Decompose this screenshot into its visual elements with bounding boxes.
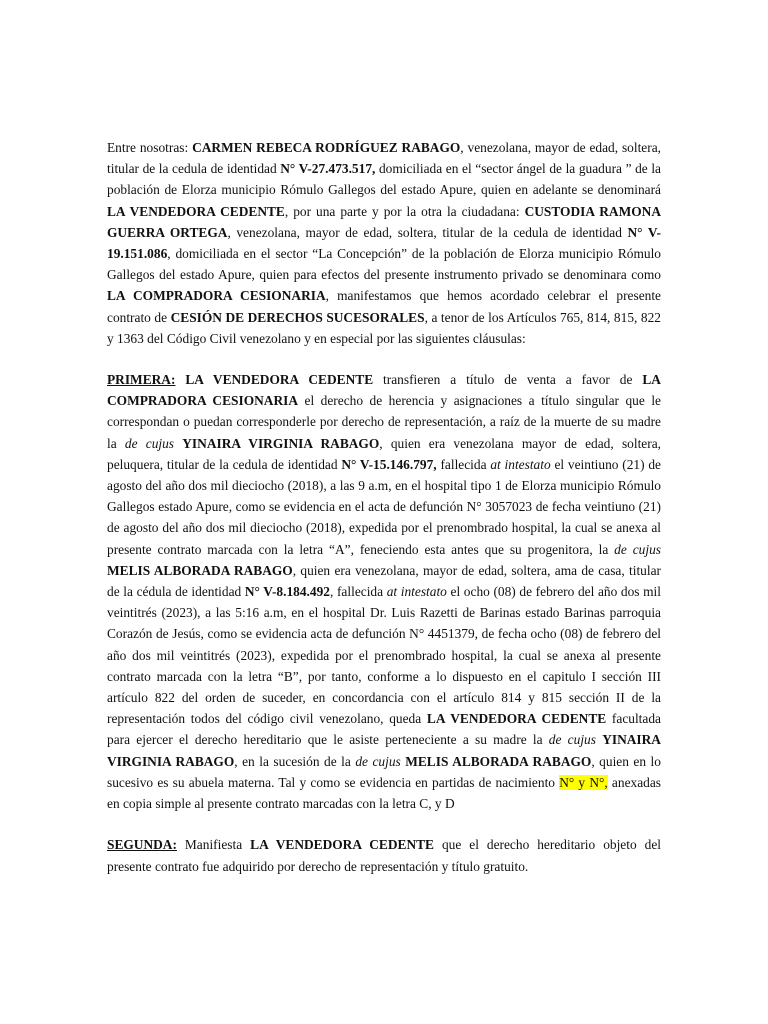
text-run: , quien era venezolana, mayor de edad, soltera, ama de casa, titular de la cédula de identidad	[107, 562, 661, 600]
text-run: el derecho de herencia y asignaciones a título singular que le correspondan o puedan corresponderle por derecho de representación, a raíz de la muerte de su madre la	[107, 393, 661, 451]
buyer-id-number: N° V-19.151.086	[107, 224, 661, 262]
latin-term: de cujus	[614, 541, 661, 557]
deceased-name: YINAIRA VIRGINIA RABAGO	[182, 435, 380, 451]
text-run: , en la sucesión de la	[234, 753, 356, 769]
party-term: LA VENDEDORA CEDENTE	[250, 837, 434, 853]
contract-type: CESIÓN DE DERECHOS SUCESORALES	[170, 309, 425, 325]
text-run: , quien en lo sucesivo es su abuela materna. Tal y como se evidencia en partidas de nacimiento	[107, 753, 661, 790]
clause-heading: PRIMERA:	[107, 372, 176, 388]
latin-term: de cujus	[548, 732, 596, 748]
latin-term: de cujus	[124, 435, 175, 451]
text-run: , por una parte y por la otra la ciudadana:	[284, 203, 525, 219]
highlighted-placeholder: N° y N°,	[559, 774, 608, 790]
latin-term: de cujus	[355, 753, 401, 769]
deceased-name: MELIS ALBORADA RABAGO	[405, 753, 592, 769]
text-run: transfieren a título de venta a favor de	[373, 372, 643, 388]
text-run: , manifestamos que hemos acordado celebrar el presente contrato de	[107, 288, 661, 325]
text-run: , fallecida	[330, 584, 387, 600]
deceased-name: MELIS ALBORADA RABAGO	[107, 562, 293, 578]
text-run: el veintiuno (21) de agosto del año dos mil dieciocho (2018), a las 9 a.m, en el hospital tipo 1 de Elorza municipio Rómulo Gallegos estado Apure, como se evidencia en el acta de defunción N° 3057023 de fecha veintiuno (21) de agosto del año dos mil dieciocho (2018), expedida por el prenombrado hospital, la cual se anexa al presente contrato marcada con la letra “A”, feneciendo esta antes que su progenitora, la	[107, 456, 661, 557]
party-term: LA VENDEDORA CEDENTE	[426, 711, 607, 727]
clause-heading: SEGUNDA:	[107, 837, 177, 853]
party-term: LA VENDEDORA CEDENTE	[185, 372, 374, 388]
text-run: , quien era venezolana mayor de edad, soltera, peluquera, titular de la cedula de identidad	[107, 435, 661, 472]
text-run: domiciliada en el “sector ángel de la guadura ” de la población de Elorza municipio Rómulo Gallegos del estado Apure, quien en adelante se denominará	[107, 161, 661, 198]
text-run: que el derecho hereditario objeto del presente contrato fue adquirido por derecho de representación y título gratuito.	[107, 837, 661, 874]
party-term: LA COMPRADORA CESIONARIA	[107, 372, 661, 409]
party-term: LA VENDEDORA CEDENTE	[107, 203, 285, 219]
text-run: Manifiesta	[176, 837, 251, 853]
party-term: LA COMPRADORA CESIONARIA	[107, 288, 326, 304]
text-run: fallecida	[436, 456, 491, 472]
text-run: , venezolana, mayor de edad, soltera, titular de la cedula de identidad	[107, 140, 661, 177]
text-run: , a tenor de los Artículos 765, 814, 815, 822 y 1363 del Código Civil venezolano y en especial por las siguientes cláusulas:	[107, 309, 661, 346]
text-run: facultada para ejercer el derecho hereditario que le asiste perteneciente a su madre la	[107, 711, 661, 748]
buyer-name: CUSTODIA RAMONA GUERRA ORTEGA	[107, 203, 661, 240]
deceased-id-number: N° V-15.146.797,	[341, 456, 437, 472]
deceased-name: YINAIRA VIRGINIA RABAGO	[107, 732, 661, 769]
latin-term: at intestato	[490, 456, 551, 472]
deceased-id-number: N° V-8.184.492	[244, 584, 330, 600]
intro-paragraph	[107, 137, 661, 349]
latin-term: at intestato	[386, 584, 447, 600]
clause-segunda	[107, 834, 661, 876]
seller-id-number: N° V-27.473.517,	[280, 161, 376, 177]
text-run: Entre nosotras:	[107, 140, 193, 155]
text-run: , domiciliada en el sector “La Concepción” de la población de Elorza municipio Rómulo Gallegos del estado Apure, quien para efectos del presente instrumento privado se denominara como	[107, 246, 661, 283]
contract-document	[107, 137, 661, 877]
seller-name: CARMEN REBECA RODRÍGUEZ RABAGO	[192, 140, 461, 155]
clause-primera	[107, 369, 661, 814]
text-run: el ocho (08) de febrero del año dos mil veintitrés (2023), a las 5:16 a.m, en el hospital Dr. Luis Razetti de Barinas estado Barinas parroquia Corazón de Jesús, como se evidencia acta de defunción N° 4451379, de fecha ocho (08) de febrero del año dos mil veintitrés (2023), expedida por el prenombrado hospital, la cual se anexa al presente contrato marcada con la letra “B”, por tanto, conforme a lo dispuesto en el capitulo I sección III artículo 822 del orden de suceder, en concordancia con el artículo 814 y 815 sección II de la representación todos del código civil venezolano, queda	[107, 584, 661, 727]
text-run	[175, 372, 185, 387]
text-run: , venezolana, mayor de edad, soltera, titular de la cedula de identidad	[227, 224, 628, 240]
text-run: anexadas en copia simple al presente contrato marcadas con la letra C, y D	[107, 774, 661, 812]
